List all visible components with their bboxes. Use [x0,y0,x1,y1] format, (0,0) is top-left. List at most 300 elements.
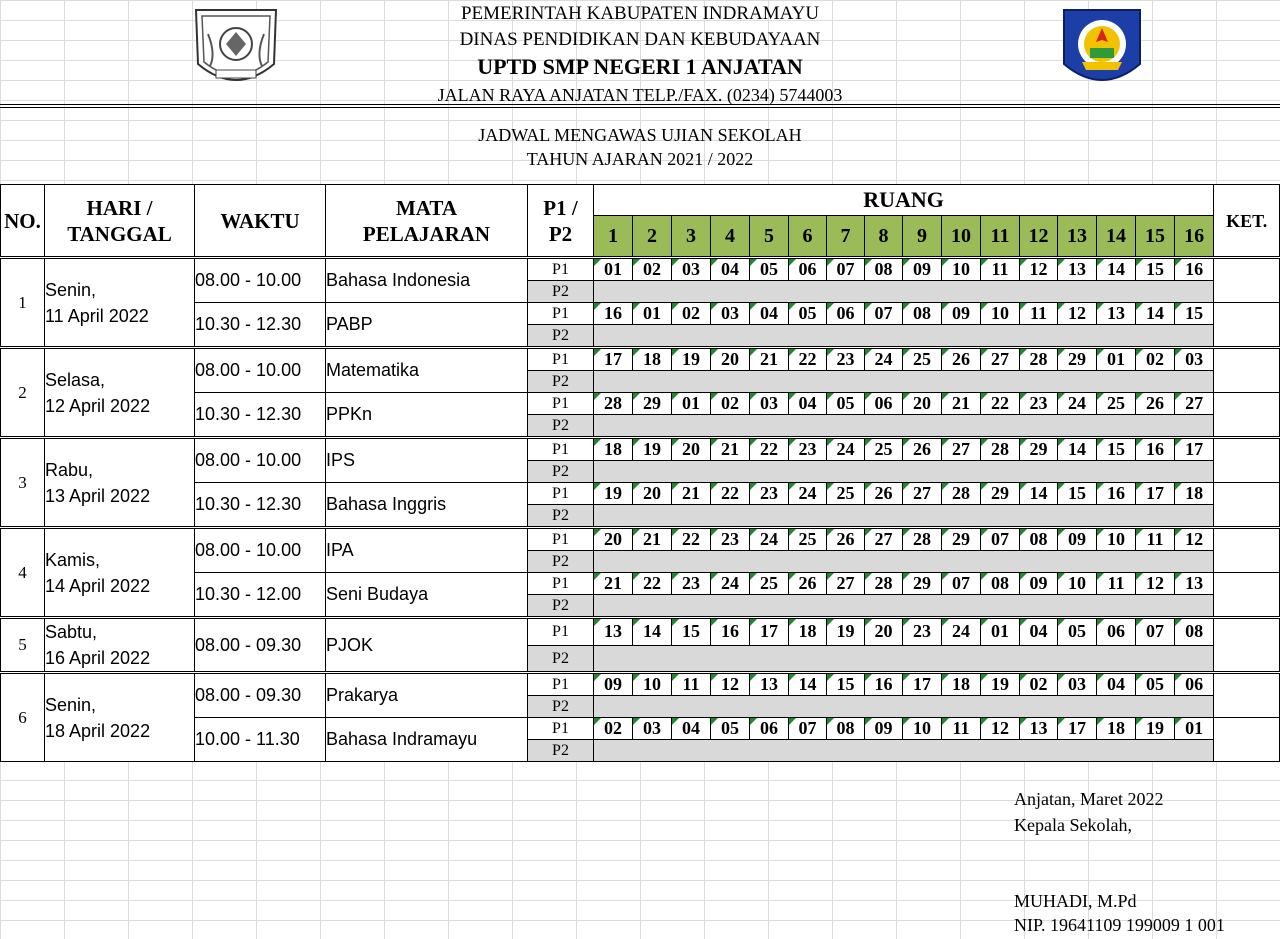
room-assignment-cell: 17 [594,348,633,371]
row-day-date [45,348,195,438]
room-assignment-cell: 10 [1097,528,1136,551]
row-day-name: Sabtu, [45,622,98,642]
row-day-name: Rabu, [45,459,94,480]
room-assignment-cell: 14 [1097,258,1136,281]
room-assignment-cell: 12 [981,718,1020,740]
period-p2-label: P2 [528,551,594,573]
ket-cell [1214,303,1280,348]
col-header-period [528,185,594,258]
room-assignment-cell: 13 [1175,573,1214,595]
room-assignment-cell: 03 [711,303,750,325]
room-assignment-cell: 09 [1020,573,1058,595]
period-p1-label: P1 [528,438,594,461]
room-assignment-cell: 15 [672,618,711,646]
room-assignment-cell: 28 [981,438,1020,461]
room-assignment-cell: 09 [1058,528,1097,551]
room-assignment-cell: 10 [981,303,1020,325]
room-assignment-cell: 14 [1136,303,1175,325]
room-assignment-cell: 01 [672,393,711,415]
room-assignment-cell: 22 [789,348,827,371]
room-assignment-cell: 23 [750,483,789,505]
room-assignment-cell: 07 [1136,618,1175,646]
row-date: 13 April 2022 [45,485,151,506]
room-assignment-cell: 04 [1020,618,1058,646]
period-p1-label: P1 [528,528,594,551]
room-assignment-cell: 06 [1175,673,1214,696]
row-date: 16 April 2022 [45,648,151,668]
row-time: 10.30 - 12.00 [195,573,326,618]
row-subject: Bahasa Indramayu [326,718,528,762]
room-assignment-cell: 24 [1058,393,1097,415]
p2-assignment-blank [594,281,1214,303]
room-assignment-cell: 12 [1058,303,1097,325]
period-p1-label: P1 [528,718,594,740]
room-assignment-cell: 11 [1136,528,1175,551]
period-p2-label: P2 [528,595,594,618]
room-header-cell: 2 [633,216,672,258]
period-p2-label: P2 [528,371,594,393]
ket-cell [1214,718,1280,762]
room-assignment-cell: 05 [750,258,789,281]
room-assignment-cell: 23 [1020,393,1058,415]
room-assignment-cell: 03 [750,393,789,415]
room-assignment-cell: 04 [672,718,711,740]
room-assignment-cell: 18 [942,673,981,696]
room-header-cell: 14 [1097,216,1136,258]
p2-assignment-blank [594,415,1214,438]
room-assignment-cell: 18 [633,348,672,371]
room-assignment-cell: 24 [865,348,903,371]
room-assignment-cell: 06 [789,258,827,281]
room-assignment-cell: 07 [827,258,865,281]
room-assignment-cell: 18 [1097,718,1136,740]
room-assignment-cell: 08 [1175,618,1214,646]
room-assignment-cell: 05 [1058,618,1097,646]
signature-place-date: Anjatan, Maret 2022 [1014,789,1164,809]
room-assignment-cell: 02 [633,258,672,281]
room-assignment-cell: 27 [903,483,942,505]
invigilator-schedule-table [0,184,1280,762]
row-day-date [45,618,195,673]
row-date: 12 April 2022 [45,395,151,416]
room-assignment-cell: 29 [633,393,672,415]
room-header-cell: 13 [1058,216,1097,258]
room-assignment-cell: 15 [1097,438,1136,461]
room-assignment-cell: 11 [672,673,711,696]
room-assignment-cell: 01 [633,303,672,325]
room-assignment-cell: 10 [1058,573,1097,595]
row-day-name: Selasa, [45,369,106,390]
room-assignment-cell: 07 [789,718,827,740]
room-assignment-cell: 24 [711,573,750,595]
room-assignment-cell: 12 [1136,573,1175,595]
ket-cell [1214,673,1280,718]
schedule-row-p1 [1,348,1280,371]
period-p2-label: P2 [528,645,594,673]
room-assignment-cell: 28 [903,528,942,551]
room-assignment-cell: 03 [672,258,711,281]
room-assignment-cell: 19 [633,438,672,461]
row-time: 08.00 - 10.00 [195,258,326,303]
col-header-day [45,185,195,258]
room-assignment-cell: 18 [1175,483,1214,505]
room-assignment-cell: 18 [594,438,633,461]
room-assignment-cell: 02 [1136,348,1175,371]
room-assignment-cell: 21 [633,528,672,551]
room-assignment-cell: 22 [711,483,750,505]
header-government: PEMERINTAH KABUPATEN INDRAMAYU [460,3,820,24]
row-number: 3 [1,438,45,528]
room-assignment-cell: 22 [981,393,1020,415]
ket-cell [1214,348,1280,393]
row-subject: PABP [326,303,528,348]
signature-name: MUHADI, M.Pd [1014,891,1137,911]
col-header-day-line1: HARI / [86,195,153,220]
p2-assignment-blank [594,461,1214,483]
schedule-row-p1 [1,673,1280,696]
room-assignment-cell: 12 [1175,528,1214,551]
room-assignment-cell: 15 [827,673,865,696]
room-assignment-cell: 11 [942,718,981,740]
room-assignment-cell: 08 [827,718,865,740]
signature-position: Kepala Sekolah, [1014,815,1132,835]
room-assignment-cell: 04 [711,258,750,281]
room-assignment-cell: 23 [711,528,750,551]
room-assignment-cell: 20 [711,348,750,371]
row-day-date [45,528,195,618]
row-time: 10.00 - 11.30 [195,718,326,762]
room-assignment-cell: 01 [1097,348,1136,371]
row-date: 14 April 2022 [45,575,151,596]
room-assignment-cell: 03 [633,718,672,740]
row-number: 4 [1,528,45,618]
room-assignment-cell: 16 [865,673,903,696]
room-assignment-cell: 20 [903,393,942,415]
room-assignment-cell: 29 [981,483,1020,505]
room-assignment-cell: 10 [903,718,942,740]
period-p1-label: P1 [528,618,594,646]
room-assignment-cell: 07 [942,573,981,595]
room-assignment-cell: 14 [789,673,827,696]
period-p1-label: P1 [528,673,594,696]
row-date: 18 April 2022 [45,720,151,741]
room-assignment-cell: 13 [1058,258,1097,281]
schedule-row-p1 [1,258,1280,281]
room-assignment-cell: 25 [789,528,827,551]
period-p2-label: P2 [528,325,594,348]
room-assignment-cell: 21 [750,348,789,371]
room-assignment-cell: 16 [1136,438,1175,461]
room-header-cell: 1 [594,216,633,258]
room-header-cell: 16 [1175,216,1214,258]
room-assignment-cell: 13 [1097,303,1136,325]
row-subject: PJOK [326,618,528,673]
room-assignment-cell: 06 [750,718,789,740]
p2-assignment-blank [594,371,1214,393]
letterhead-divider [0,104,1280,108]
room-assignment-cell: 16 [711,618,750,646]
room-assignment-cell: 25 [903,348,942,371]
room-assignment-cell: 25 [865,438,903,461]
col-header-period-line1: P1 / [543,195,578,220]
schedule-row-p1 [1,618,1280,646]
room-assignment-cell: 29 [1020,438,1058,461]
room-assignment-cell: 29 [942,528,981,551]
row-subject: Bahasa Indonesia [326,258,528,303]
room-assignment-cell: 04 [1097,673,1136,696]
room-assignment-cell: 17 [1175,438,1214,461]
period-p2-label: P2 [528,505,594,528]
room-assignment-cell: 12 [711,673,750,696]
row-subject: IPA [326,528,528,573]
row-subject: Seni Budaya [326,573,528,618]
period-p2-label: P2 [528,461,594,483]
room-header-cell: 7 [827,216,865,258]
p2-assignment-blank [594,696,1214,718]
row-day-name: Kamis, [45,549,101,570]
schedule-row-p1 [1,438,1280,461]
col-header-ruang: RUANG [594,185,1214,216]
room-assignment-cell: 06 [827,303,865,325]
room-header-cell: 3 [672,216,711,258]
row-time: 08.00 - 09.30 [195,673,326,718]
room-assignment-cell: 24 [942,618,981,646]
room-header-cell: 4 [711,216,750,258]
room-header-cell: 12 [1020,216,1058,258]
room-assignment-cell: 28 [865,573,903,595]
room-assignment-cell: 22 [633,573,672,595]
row-time: 10.30 - 12.30 [195,483,326,528]
room-assignment-cell: 26 [1136,393,1175,415]
room-assignment-cell: 25 [750,573,789,595]
room-assignment-cell: 27 [942,438,981,461]
room-assignment-cell: 05 [1136,673,1175,696]
row-number: 5 [1,618,45,673]
room-assignment-cell: 10 [633,673,672,696]
room-assignment-cell: 26 [789,573,827,595]
room-assignment-cell: 07 [865,303,903,325]
row-number: 2 [1,348,45,438]
room-assignment-cell: 24 [827,438,865,461]
room-assignment-cell: 26 [903,438,942,461]
p2-assignment-blank [594,325,1214,348]
room-assignment-cell: 06 [865,393,903,415]
period-p1-label: P1 [528,573,594,595]
period-p2-label: P2 [528,696,594,718]
row-time: 10.30 - 12.30 [195,303,326,348]
schedule-row-p1 [1,528,1280,551]
room-assignment-cell: 26 [865,483,903,505]
room-assignment-cell: 01 [1175,718,1214,740]
room-header-cell: 5 [750,216,789,258]
room-assignment-cell: 04 [789,393,827,415]
row-number: 6 [1,673,45,762]
room-assignment-cell: 13 [594,618,633,646]
header-department: DINAS PENDIDIKAN DAN KEBUDAYAAN [459,29,821,50]
room-assignment-cell: 17 [750,618,789,646]
room-assignment-cell: 29 [903,573,942,595]
room-assignment-cell: 17 [1058,718,1097,740]
period-p1-label: P1 [528,483,594,505]
room-assignment-cell: 13 [1020,718,1058,740]
row-subject: Bahasa Inggris [326,483,528,528]
room-assignment-cell: 05 [827,393,865,415]
room-assignment-cell: 24 [750,528,789,551]
ket-cell [1214,393,1280,438]
room-assignment-cell: 16 [1097,483,1136,505]
room-assignment-cell: 20 [633,483,672,505]
room-assignment-cell: 27 [827,573,865,595]
room-assignment-cell: 23 [827,348,865,371]
room-assignment-cell: 27 [981,348,1020,371]
room-assignment-cell: 20 [865,618,903,646]
period-p2-label: P2 [528,415,594,438]
room-assignment-cell: 19 [827,618,865,646]
p2-assignment-blank [594,551,1214,573]
row-subject: Matematika [326,348,528,393]
room-assignment-cell: 08 [903,303,942,325]
room-assignment-cell: 18 [789,618,827,646]
col-header-day-line2: TANGGAL [67,221,172,246]
p2-assignment-blank [594,595,1214,618]
col-header-subject-line2: PELAJARAN [362,221,491,246]
header-school-name: UPTD SMP NEGERI 1 ANJATAN [477,54,803,79]
room-assignment-cell: 26 [827,528,865,551]
room-assignment-cell: 11 [1097,573,1136,595]
room-assignment-cell: 02 [1020,673,1058,696]
row-time: 08.00 - 10.00 [195,438,326,483]
row-subject: IPS [326,438,528,483]
period-p1-label: P1 [528,393,594,415]
room-assignment-cell: 20 [672,438,711,461]
ket-cell [1214,573,1280,618]
room-assignment-cell: 14 [633,618,672,646]
room-assignment-cell: 15 [1136,258,1175,281]
row-day-date [45,258,195,348]
room-assignment-cell: 23 [903,618,942,646]
room-assignment-cell: 16 [1175,258,1214,281]
period-p2-label: P2 [528,740,594,762]
room-assignment-cell: 14 [1058,438,1097,461]
room-assignment-cell: 20 [594,528,633,551]
period-p1-label: P1 [528,303,594,325]
header-row [1,185,1280,216]
period-p1-label: P1 [528,258,594,281]
col-header-time: WAKTU [195,185,326,258]
room-assignment-cell: 06 [1097,618,1136,646]
row-time: 08.00 - 10.00 [195,348,326,393]
room-assignment-cell: 26 [942,348,981,371]
row-day-name: Senin, [45,279,97,300]
room-header-cell: 9 [903,216,942,258]
row-day-date [45,438,195,528]
row-subject: Prakarya [326,673,528,718]
room-assignment-cell: 02 [672,303,711,325]
room-assignment-cell: 22 [672,528,711,551]
room-header-cell: 6 [789,216,827,258]
room-assignment-cell: 28 [1020,348,1058,371]
room-header-cell: 8 [865,216,903,258]
room-assignment-cell: 17 [1136,483,1175,505]
room-assignment-cell: 19 [672,348,711,371]
row-day-name: Senin, [45,694,97,715]
room-assignment-cell: 05 [711,718,750,740]
row-date: 11 April 2022 [45,305,149,326]
room-assignment-cell: 29 [1058,348,1097,371]
room-assignment-cell: 19 [1136,718,1175,740]
schedule-body [1,258,1280,762]
room-assignment-cell: 08 [865,258,903,281]
room-assignment-cell: 24 [789,483,827,505]
room-assignment-cell: 09 [865,718,903,740]
room-assignment-cell: 25 [827,483,865,505]
ket-cell [1214,528,1280,573]
schedule-title: JADWAL MENGAWAS UJIAN SEKOLAH [478,125,802,145]
col-header-subject-line1: MATA [395,195,458,220]
room-assignment-cell: 09 [903,258,942,281]
room-assignment-cell: 01 [594,258,633,281]
room-assignment-cell: 05 [789,303,827,325]
room-assignment-cell: 25 [1097,393,1136,415]
ket-cell [1214,618,1280,673]
signature-nip: NIP. 19641109 199009 1 001 [1014,915,1225,935]
room-assignment-cell: 13 [750,673,789,696]
room-assignment-cell: 11 [981,258,1020,281]
room-assignment-cell: 03 [1175,348,1214,371]
room-assignment-cell: 21 [711,438,750,461]
room-assignment-cell: 12 [1020,258,1058,281]
room-assignment-cell: 21 [672,483,711,505]
p2-assignment-blank [594,505,1214,528]
ket-cell [1214,483,1280,528]
period-p2-label: P2 [528,281,594,303]
room-assignment-cell: 14 [1020,483,1058,505]
room-assignment-cell: 22 [750,438,789,461]
header-address: JALAN RAYA ANJATAN TELP./FAX. (0234) 5744003 [437,85,843,105]
room-header-cell: 15 [1136,216,1175,258]
room-assignment-cell: 27 [865,528,903,551]
col-header-ket: KET. [1214,185,1280,258]
ket-cell [1214,438,1280,483]
room-assignment-cell: 15 [1175,303,1214,325]
room-assignment-cell: 16 [594,303,633,325]
room-assignment-cell: 21 [942,393,981,415]
room-assignment-cell: 09 [594,673,633,696]
room-assignment-cell: 21 [594,573,633,595]
room-assignment-cell: 08 [981,573,1020,595]
room-assignment-cell: 02 [594,718,633,740]
room-assignment-cell: 09 [942,303,981,325]
ket-cell [1214,258,1280,303]
room-assignment-cell: 07 [981,528,1020,551]
row-subject: PPKn [326,393,528,438]
room-assignment-cell: 08 [1020,528,1058,551]
row-number: 1 [1,258,45,348]
p2-assignment-blank [594,740,1214,762]
room-assignment-cell: 23 [672,573,711,595]
room-assignment-cell: 28 [594,393,633,415]
row-day-date [45,673,195,762]
room-assignment-cell: 02 [711,393,750,415]
col-header-period-line2: P2 [548,221,573,246]
room-assignment-cell: 04 [750,303,789,325]
room-assignment-cell: 19 [594,483,633,505]
room-assignment-cell: 01 [981,618,1020,646]
row-time: 08.00 - 10.00 [195,528,326,573]
room-assignment-cell: 10 [942,258,981,281]
room-header-cell: 10 [942,216,981,258]
room-header-cell: 11 [981,216,1020,258]
